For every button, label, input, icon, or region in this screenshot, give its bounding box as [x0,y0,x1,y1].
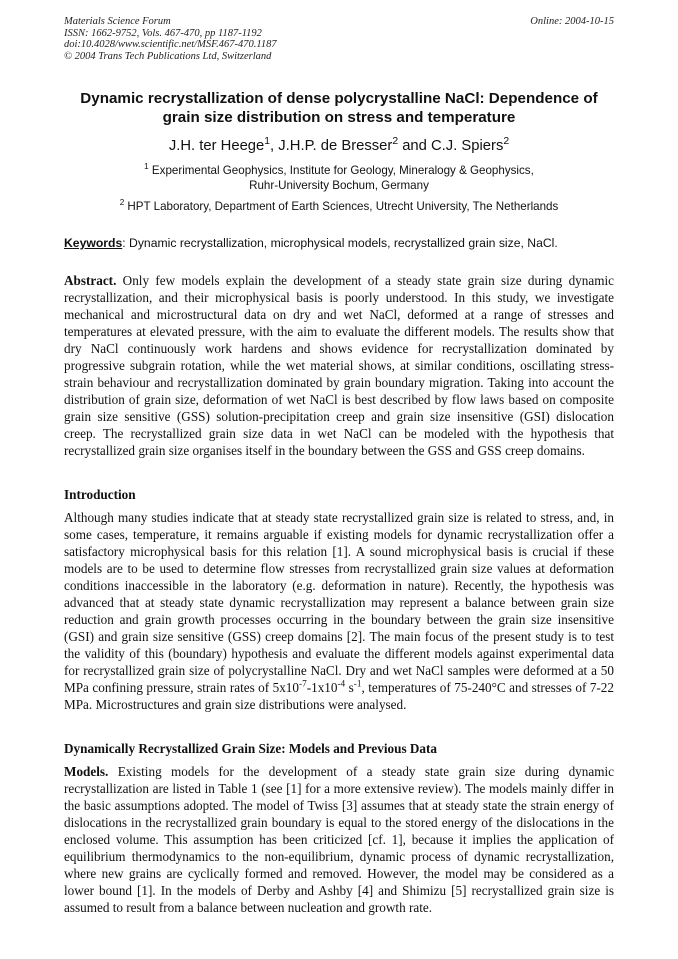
affiliation-line: HPT Laboratory, Department of Earth Sciences, Utrecht University, The Netherlands [124,200,559,213]
author-affiliation-mark: 2 [392,136,399,148]
affiliation-1 [40,164,638,194]
title-line-2: grain size distribution on stress and temperature [162,108,516,126]
author-separator: , [270,138,279,154]
introduction-paragraph [64,509,614,713]
affiliation-line: Ruhr-University Bochum, Germany [249,178,429,192]
author-name: J.H. ter Heege [168,138,265,154]
abstract-label: Abstract. [64,273,117,288]
affiliation-2 [40,200,638,215]
author-name: C.J. Spiers [431,138,504,154]
paper-title [40,90,638,127]
online-date: Online: 2004-10-15 [530,16,614,27]
keywords [64,236,614,251]
author-affiliation-mark: 1 [264,136,271,148]
author-list [40,137,638,155]
keywords-colon: : [122,236,126,250]
title-line-1: Dynamic recrystallization of dense polycrystalline NaCl: Dependence of [80,90,598,107]
intro-text: s [345,680,354,695]
affiliation-line: Experimental Geophysics, Institute for Geology, Mineralogy & Geophysics, [148,164,534,177]
models-text: Existing models for the development of a steady state grain size during dynamic recrystallization are listed in Table 1 (see [1] for a more extensive review). The models mainly differ in the basic assumptions adopted. The model of Twiss [3] assumes that at steady state the strain energy of dislocations in the recrystallized grain boundary is equal to the stored energy of the dislocations in the enclosed volume. This assumption has been criticized [cf. 1], because it implies the application of equilibrium thermodynamics to the non-equilibrium, dynamic process of dynamic recrystallization, where new grains are cyclically formed and removed. However, the model may be considered as a lower bound [1]. In the models of Derby and Ashby [4] and Shimizu [5] recrystallized grain size is assumed to result from a balance between nucleation and growth rate. [64,764,614,915]
journal-name: Materials Science Forum [64,16,171,27]
journal-header [64,16,614,62]
affiliation-mark: 1 [144,162,149,172]
intro-text: Although many studies indicate that at steady state recrystallized grain size is related to stress, and, in some cases, temperature, it remains arguable if existing models for dynamic recrystallization offer a satisfactory microphysical basis for this relation [1]. A sound microphysical basis is crucial if these models are to be used to determine flow stresses from recrystallized grain size values at deformation conditions inaccessible in the laboratory (e.g. deformation in nature). Recently, the hypothesis was advanced that at steady state dynamic recrystallization may represent a balance between grain size reduction and grain growth processes occurring in the boundary between the grain size insensitive (GSI) and grain size sensitive (GSS) creep domains [2]. The main focus of the present study is to test the validity of this (boundary) hypothesis and evaluate the different models against experimental data for recrystallized grain size of polycrystalline NaCl. Dry and wet NaCl samples were deformed at a 50 MPa confining pressure, strain rates of 5x10 [64,510,614,695]
journal-issn: ISSN: 1662-9752, Vols. 467-470, pp 1187-1192 [64,27,262,39]
intro-text: -1x10 [306,680,338,695]
exponent: -4 [337,678,346,689]
models-paragraph [64,763,614,916]
models-label: Models. [64,764,109,779]
author-separator: and [398,138,431,154]
section-heading: Dynamically Recrystallized Grain Size: Models and Previous Data [64,741,437,756]
author-name: J.H.P. de Bresser [278,138,393,154]
keywords-text: Dynamic recrystallization, microphysical models, recrystallized grain size, NaCl. [125,236,558,250]
intro-text: , temperatures of 75-240°C and stresses of 7-22 MPa. Microstructures and grain size distributions were analysed. [64,680,614,712]
journal-doi[interactable]: doi:10.4028/www.scientific.net/MSF.467-470.1187 [64,39,277,51]
affiliation-mark: 2 [119,198,125,208]
abstract [64,272,614,459]
keywords-label: Keywords [64,236,123,250]
exponent: -7 [299,678,307,689]
abstract-text: Only few models explain the development of a steady state grain size during dynamic recrystallization, and their microphysical basis is poorly understood. In this study, we investigate mechanical and microstructural data on dry and wet NaCl, deformed at a range of stresses and temperatures at elevated pressure, with the aim to evaluate the different models. The results show that dry NaCl continuously work hardens and shows evidence for recrystallization dominated by progressive subgrain rotation, while the wet material shows, at similar conditions, oscillating stress-strain behaviour and recrystallization dominated by grain boundary migration. Taking into account the distribution of grain size, deformation of wet NaCl is best described by flow laws based on composite grain size sensitive (GSS) solution-precipitation creep and grain size insensitive (GSI) dislocation creep. The recrystallized grain size data in wet NaCl can be modeled with the hypothesis that recrystallized grain size organises itself in the boundary between the GSS and GSS creep domains. [64,273,614,458]
journal-copyright: © 2004 Trans Tech Publications Ltd, Switzerland [64,50,272,62]
author-affiliation-mark: 2 [503,136,510,148]
exponent: -1 [353,678,362,689]
introduction-heading: Introduction [64,487,136,502]
